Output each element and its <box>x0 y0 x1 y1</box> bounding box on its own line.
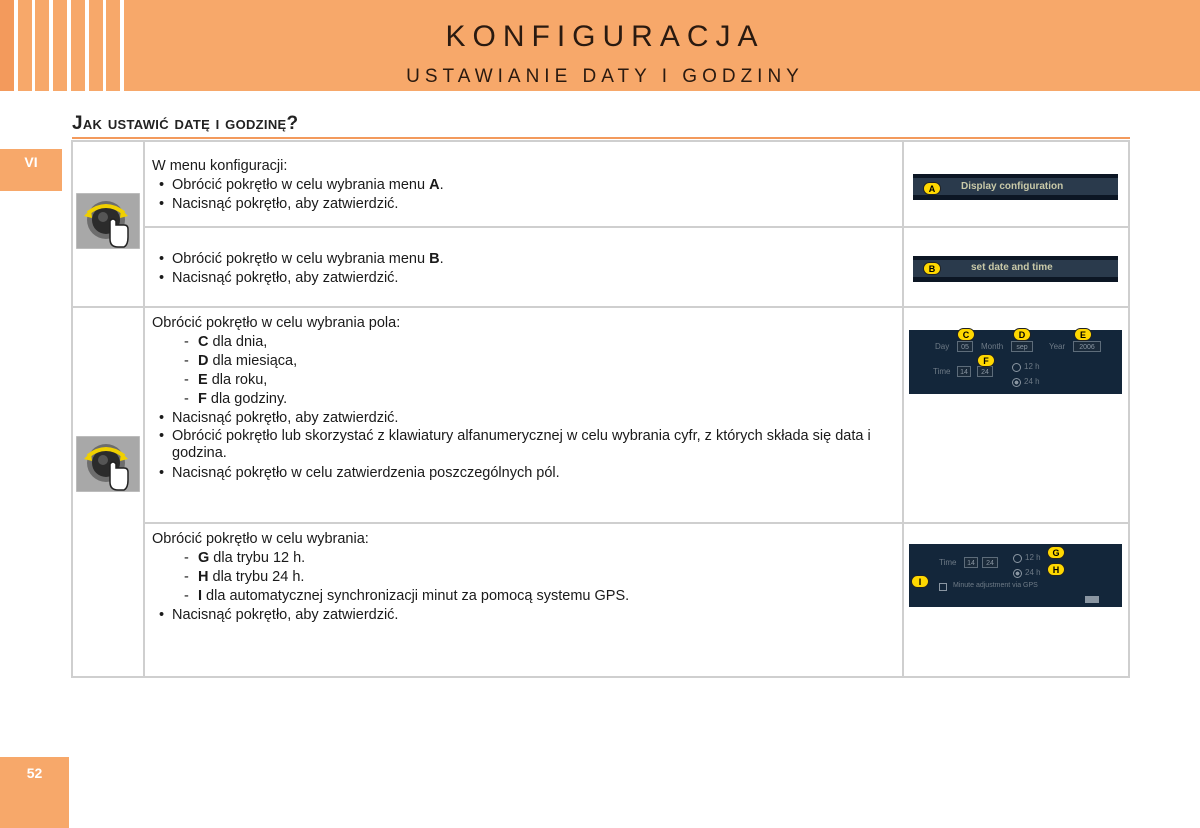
gps-label: Minute adjustment via GPS <box>953 582 1038 589</box>
item-key: D <box>198 353 209 369</box>
item-key: B <box>429 251 440 267</box>
list-item: • Obrócić pokrętło lub skorzystać z klawiatury alfanumerycznej w celu wybrania cyfr, z których składa się data i godzina. <box>152 428 897 462</box>
item-text: dla dnia, <box>208 334 268 350</box>
day-field: 05 <box>957 341 973 352</box>
gps-checkbox <box>939 583 947 591</box>
time-label: Time <box>939 558 957 567</box>
list-item: • Nacisnąć pokrętło, aby zatwierdzić. <box>152 409 897 428</box>
list-item <box>152 250 892 269</box>
month-field: sep <box>1011 341 1033 352</box>
item-text: dla trybu 12 h. <box>209 550 306 566</box>
item-key: G <box>198 550 210 566</box>
section-rule <box>72 137 1130 139</box>
list-item <box>152 549 892 568</box>
list-item: • Nacisnąć pokrętło, aby zatwierdzić. <box>152 269 892 288</box>
item-text: Obrócić pokrętło w celu wybrania menu <box>172 177 430 193</box>
row-4-text <box>152 530 892 625</box>
item-text: dla miesiąca, <box>208 353 298 369</box>
item-key: E <box>198 372 208 388</box>
row-intro: Obrócić pokrętło w celu wybrania pola: <box>152 315 401 331</box>
list-item <box>152 568 892 587</box>
menu-label: set date and time <box>971 262 1053 273</box>
item-text: dla godziny. <box>206 391 288 407</box>
item-text: dla trybu 24 h. <box>208 569 305 585</box>
list-item <box>152 587 892 606</box>
radio-12h <box>1013 554 1022 563</box>
mode-24-label: 24 h <box>1025 568 1041 577</box>
ok-indicator <box>1085 596 1099 603</box>
item-text: . <box>439 177 444 193</box>
list-item: • Nacisnąć pokrętło w celu zatwierdzenia poszczególnych pól. <box>152 464 897 483</box>
row-3-text <box>152 314 897 483</box>
section-heading: Jak ustawić datę i godzinę? <box>72 113 299 134</box>
rotary-knob-icon <box>76 436 140 492</box>
list-item: • Nacisnąć pokrętło, aby zatwierdzić. <box>152 195 892 214</box>
screen-time-mode <box>909 544 1122 607</box>
radio-24h <box>1012 378 1021 387</box>
rotary-knob-icon <box>76 193 140 249</box>
callout-badge: I <box>911 575 929 588</box>
month-label: Month <box>981 342 1004 351</box>
hour-field: 14 <box>964 557 978 568</box>
menu-label: Display configuration <box>961 181 1064 192</box>
callout-badge: F <box>977 354 995 367</box>
item-text: Obrócić pokrętło w celu wybrania menu <box>172 251 430 267</box>
year-label: Year <box>1049 342 1066 351</box>
item-text: dla roku, <box>207 372 268 388</box>
row-1-text <box>152 157 892 214</box>
page-subtitle: USTAWIANIE DATY I GODZINY <box>406 66 804 87</box>
item-key: C <box>198 334 209 350</box>
table-divider <box>71 306 1130 308</box>
time-label: Time <box>933 367 951 376</box>
list-item <box>152 176 892 195</box>
list-item <box>152 333 897 352</box>
list-item <box>152 352 897 371</box>
item-key: A <box>429 177 440 193</box>
list-item <box>152 390 897 409</box>
mode-12-label: 12 h <box>1025 553 1041 562</box>
table-divider <box>902 140 904 678</box>
year-field: 2006 <box>1073 341 1101 352</box>
table-divider <box>143 522 1130 524</box>
mode-24-label: 24 h <box>1024 377 1040 386</box>
screen-date-time <box>909 330 1122 394</box>
chapter-tab: VI <box>0 149 62 191</box>
callout-badge: H <box>1047 563 1065 576</box>
callout-badge: C <box>957 328 975 341</box>
hour-field: 14 <box>957 366 971 377</box>
list-item <box>152 371 897 390</box>
callout-badge: G <box>1047 546 1065 559</box>
table-divider <box>143 140 145 678</box>
radio-12h <box>1012 363 1021 372</box>
callout-badge: D <box>1013 328 1031 341</box>
item-key: F <box>198 391 207 407</box>
radio-24h <box>1013 569 1022 578</box>
mode-12-label: 12 h <box>1024 362 1040 371</box>
item-key: H <box>198 569 209 585</box>
table-divider <box>143 226 1130 228</box>
list-item: • Nacisnąć pokrętło, aby zatwierdzić. <box>152 606 892 625</box>
row-intro: W menu konfiguracji: <box>152 158 288 174</box>
callout-badge: E <box>1074 328 1092 341</box>
minute-field: 24 <box>977 366 993 377</box>
row-2-text <box>152 250 892 288</box>
minute-field: 24 <box>982 557 998 568</box>
row-intro: Obrócić pokrętło w celu wybrania: <box>152 531 369 547</box>
screen-menu-a <box>913 174 1118 200</box>
day-label: Day <box>935 342 950 351</box>
item-text: . <box>439 251 444 267</box>
page-number: 52 <box>0 757 69 828</box>
screen-menu-b <box>913 256 1118 282</box>
page-header <box>0 0 1200 91</box>
item-text: dla automatycznej synchronizacji minut za pomocą systemu GPS. <box>202 588 630 604</box>
callout-badge: A <box>923 182 941 195</box>
callout-badge: B <box>923 262 941 275</box>
page-title: KONFIGURACJA <box>445 20 765 53</box>
item-key: I <box>198 588 203 604</box>
